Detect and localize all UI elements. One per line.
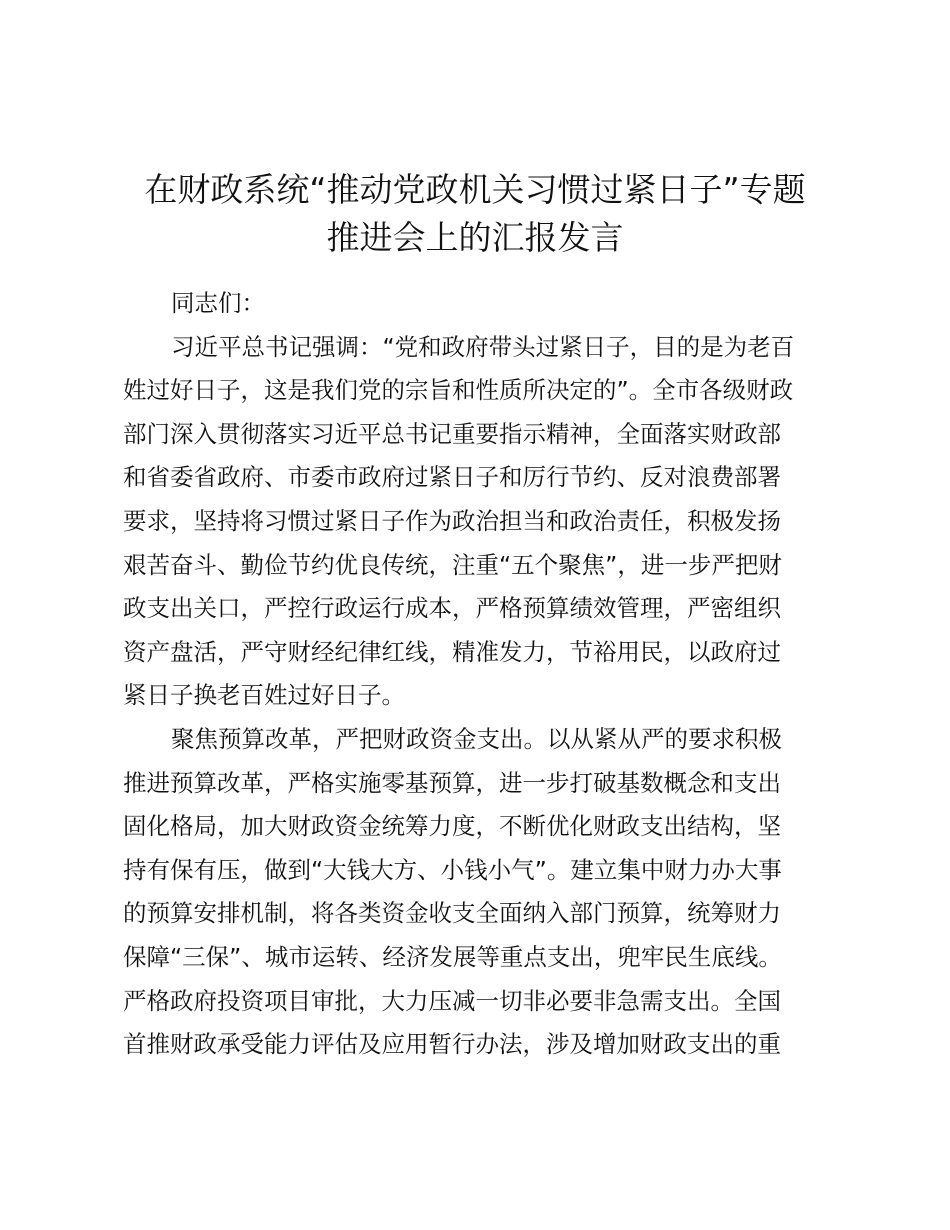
paragraph-line: 紧日子换老百姓过好日子。 — [123, 681, 405, 710]
paragraph-line: 和省委省政府、市委市政府过紧日子和厉行节约、反对浪费部署 — [123, 463, 781, 492]
paragraph-2 — [123, 718, 828, 1067]
title-line-2: 推进会上的汇报发言 — [326, 218, 624, 257]
paragraph-line: 首推财政承受能力评估及应用暂行办法，涉及增加财政支出的重 — [123, 1030, 781, 1059]
paragraph-line: 部门深入贯彻落实习近平总书记重要指示精神，全面落实财政部 — [123, 419, 781, 448]
paragraph-line: 固化格局，加大财政资金统筹力度，不断优化财政支出结构，坚 — [123, 812, 781, 841]
paragraph-line: 聚焦预算改革，严把财政资金支出。以从紧从严的要求积极 — [171, 724, 782, 753]
document-body — [123, 282, 828, 1067]
paragraph-line: 持有保有压，做到“大钱大方、小钱小气”。建立集中财力办大事 — [123, 855, 782, 884]
title-line-1: 在财政系统“推动党政机关习惯过紧日子”专题 — [144, 170, 806, 209]
paragraph-line: 严格政府投资项目审批，大力压减一切非必要非急需支出。全国 — [123, 986, 781, 1015]
paragraph-line: 艰苦奋斗、勤俭节约优良传统，注重“五个聚焦”，进一步严把财 — [123, 550, 782, 579]
paragraph-line: 的预算安排机制，将各类资金收支全面纳入部门预算，统筹财力 — [123, 899, 781, 928]
paragraph-line: 推进预算改革，严格实施零基预算，进一步打破基数概念和支出 — [123, 768, 781, 797]
salutation: 同志们： — [171, 289, 265, 317]
paragraph-line: 姓过好日子，这是我们党的宗旨和性质所决定的”。全市各级财政 — [123, 376, 794, 405]
paragraph-line: 习近平总书记强调：“党和政府带头过紧日子，目的是为老百 — [171, 332, 795, 361]
document-title — [100, 166, 850, 262]
paragraph-line: 政支出关口，严控行政运行成本，严格预算绩效管理，严密组织 — [123, 594, 781, 623]
paragraph-line: 保障“三保”、城市运转、经济发展等重点支出，兜牢民生底线。 — [123, 942, 782, 971]
paragraph-line: 资产盘活，严守财经纪律红线，精准发力，节裕用民，以政府过 — [123, 637, 781, 666]
paragraph-1 — [123, 326, 828, 718]
paragraph-line: 要求，坚持将习惯过紧日子作为政治担当和政治责任，积极发扬 — [123, 506, 781, 535]
